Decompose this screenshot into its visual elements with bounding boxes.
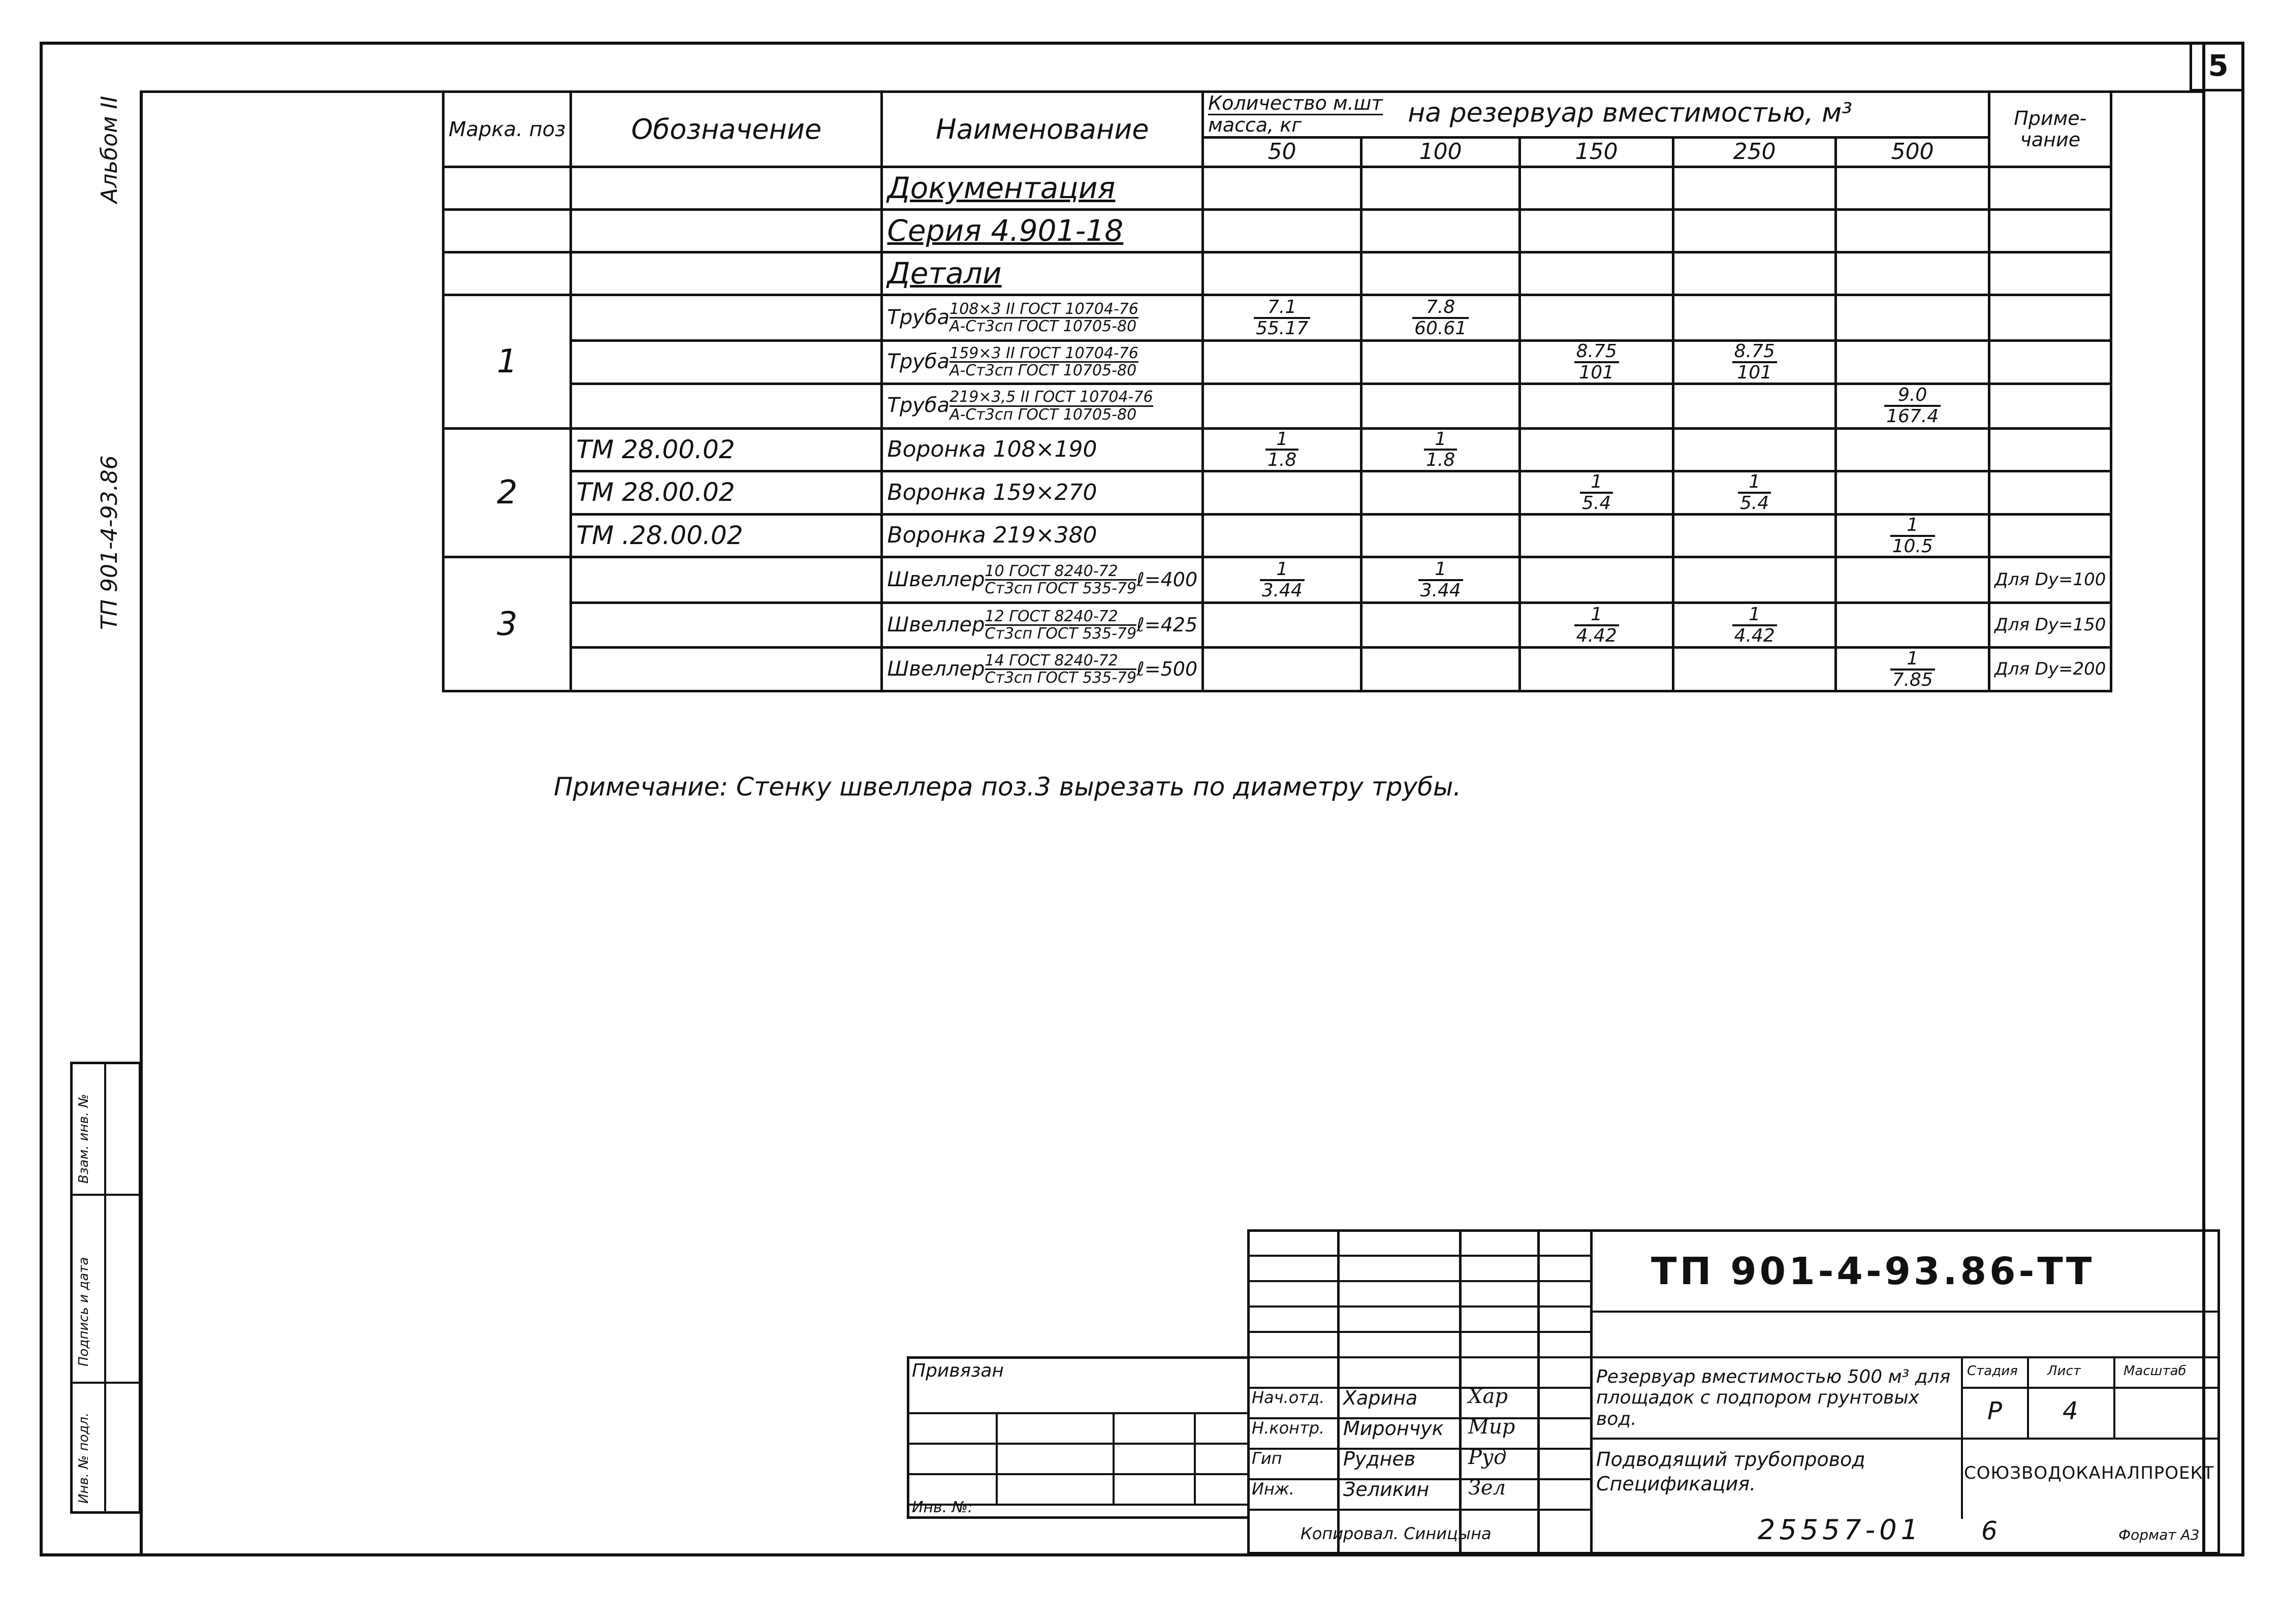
name-label: Труба xyxy=(887,349,950,373)
bb-h3 xyxy=(907,1473,1250,1475)
quantity-mass: 101 xyxy=(1737,362,1772,383)
quantity-mass: 55.17 xyxy=(1256,317,1309,339)
person-name: Руднев xyxy=(1343,1448,1416,1470)
spec-top: 108×3 II ГОСТ 10704-76 xyxy=(949,300,1138,318)
name-cell xyxy=(882,648,1203,691)
quantity-cell xyxy=(1673,648,1836,691)
side-stamp-divider xyxy=(104,1062,106,1514)
quantity-cell xyxy=(1520,557,1673,603)
name-label: Швеллер xyxy=(887,567,985,591)
name-label: Швеллер xyxy=(887,657,985,681)
quantity-cell xyxy=(1520,648,1673,691)
name-cell xyxy=(882,295,1203,341)
quantity-count: 1 xyxy=(1890,649,1935,671)
quantity-cell xyxy=(1836,557,1989,603)
quantity-fraction xyxy=(1265,430,1298,470)
bb-v2 xyxy=(1113,1412,1115,1504)
bb-h2 xyxy=(907,1443,1250,1445)
length-label: ℓ=500 xyxy=(1136,657,1198,680)
inv-label: Инв. №: xyxy=(912,1499,973,1516)
tb-r-h3 xyxy=(1590,1438,2220,1440)
quantity-cell xyxy=(1836,514,1989,557)
spec-bottom: Ст3сп ГОСТ 535-79 xyxy=(985,625,1137,643)
quantity-cell xyxy=(1361,428,1520,471)
name-spec xyxy=(949,301,1138,335)
person-signature: Мир xyxy=(1468,1415,1515,1439)
name-spec xyxy=(985,563,1137,597)
quantity-cell xyxy=(1836,384,1989,428)
quantity-fraction xyxy=(1574,342,1619,383)
header-mark: Марка. поз xyxy=(443,92,571,167)
name-label: Воронка 108×190 xyxy=(887,436,1097,463)
quantity-cell xyxy=(1836,648,1989,691)
quantity-cell xyxy=(1673,295,1836,341)
table-row xyxy=(443,428,2111,471)
quantity-mass: 101 xyxy=(1579,362,1614,383)
spec-top: 159×3 II ГОСТ 10704-76 xyxy=(949,344,1138,362)
designation-cell: ТМ 28.00.02 xyxy=(571,471,882,515)
quantity-cell xyxy=(1836,603,1989,648)
quantity-fraction xyxy=(1732,605,1777,646)
designation-cell xyxy=(571,295,882,341)
quantity-cell xyxy=(1203,384,1361,428)
position-cell: 1 xyxy=(443,295,571,429)
quantity-fraction xyxy=(1418,560,1463,600)
table-row xyxy=(443,603,2111,648)
designation-cell xyxy=(571,557,882,603)
stage-value: Р xyxy=(1987,1397,2002,1425)
name-label: Воронка 159×270 xyxy=(887,479,1097,505)
quantity-cell xyxy=(1361,341,1520,384)
table-row xyxy=(443,341,2111,384)
page-number: 6 xyxy=(1981,1516,1998,1546)
spec-bottom: А-Ст3сп ГОСТ 10705-80 xyxy=(949,317,1137,335)
quantity-cell xyxy=(1520,603,1673,648)
document-code: ТП 901-4-93.86-ТТ xyxy=(1651,1250,2095,1293)
quantity-mass: 167.4 xyxy=(1886,406,1939,427)
tb-r-h1 xyxy=(1590,1311,2220,1313)
bb-v1 xyxy=(996,1412,998,1504)
name-spec xyxy=(985,609,1137,642)
length-label: ℓ=400 xyxy=(1136,568,1198,591)
length-label: ℓ=425 xyxy=(1136,613,1198,636)
quantity-count: 1 xyxy=(1424,430,1457,451)
sheet-value: 4 xyxy=(2063,1397,2078,1425)
tb-r-v1 xyxy=(1961,1356,1963,1519)
quantity-count: 1 xyxy=(1738,472,1771,494)
table-row xyxy=(443,384,2111,428)
quantity-cell xyxy=(1203,648,1361,691)
description-1: Резервуар вместимостью 500 м³ для площадок с подпором грунтовых вод. xyxy=(1596,1366,1951,1429)
quantity-count: 9.0 xyxy=(1884,386,1941,407)
quantity-count: 1 xyxy=(1890,516,1935,537)
scale-header: Масштаб xyxy=(2123,1363,2186,1379)
quantity-fraction xyxy=(1732,342,1777,383)
stamp-sign: Подпись и дата xyxy=(76,1257,91,1366)
album-label: Альбом II xyxy=(97,95,122,203)
quantity-cell xyxy=(1673,341,1836,384)
quantity-mass: 60.61 xyxy=(1414,317,1467,339)
quantity-fraction xyxy=(1424,430,1457,470)
tb-h8 xyxy=(1247,1448,1590,1450)
quantity-mass: 4.42 xyxy=(1576,625,1617,646)
note-cell xyxy=(1989,428,2111,471)
quantity-cell xyxy=(1361,295,1520,341)
quantity-fraction xyxy=(1412,298,1469,338)
quantity-cell xyxy=(1673,471,1836,515)
stamp-inv: Инв. № подл. xyxy=(76,1412,91,1504)
quantity-fraction xyxy=(1884,386,1941,426)
name-cell xyxy=(882,384,1203,428)
note-cell xyxy=(1989,384,2111,428)
spec-top: 219×3,5 II ГОСТ 10704-76 xyxy=(949,388,1153,406)
quantity-cell xyxy=(1673,384,1836,428)
table-row xyxy=(443,648,2111,691)
tb-r-v2 xyxy=(2027,1356,2029,1438)
name-label: Швеллер xyxy=(887,613,985,636)
quantity-mass: 1.8 xyxy=(1267,450,1297,471)
person-role: Н.контр. xyxy=(1252,1418,1325,1438)
name-label: Труба xyxy=(887,305,950,329)
quantity-cell xyxy=(1520,471,1673,515)
spec-body xyxy=(443,295,2111,691)
archive-number: 25557-01 xyxy=(1758,1514,1922,1546)
designation-cell xyxy=(571,384,882,428)
section-row xyxy=(443,167,2111,210)
quantity-fraction xyxy=(1580,472,1613,513)
name-label: Воронка 219×380 xyxy=(887,522,1097,549)
quantity-cell xyxy=(1203,295,1361,341)
quantity-cell xyxy=(1203,514,1361,557)
volume-150: 150 xyxy=(1520,138,1673,167)
person-role: Нач.отд. xyxy=(1252,1388,1325,1407)
quantity-count: 7.8 xyxy=(1412,298,1469,319)
quantity-cell xyxy=(1836,341,1989,384)
quantity-mass: 7.85 xyxy=(1892,669,1933,690)
quantity-cell xyxy=(1203,557,1361,603)
quantity-count: 8.75 xyxy=(1732,342,1777,363)
quantity-count: 1 xyxy=(1265,430,1298,451)
quantity-count: 1 xyxy=(1260,560,1305,581)
quantity-fraction xyxy=(1574,605,1619,646)
quantity-cell xyxy=(1203,428,1361,471)
quantity-cell xyxy=(1520,384,1673,428)
header-name: Наименование xyxy=(882,92,1203,167)
volume-250: 250 xyxy=(1673,138,1836,167)
note-cell: Для Dу=100 xyxy=(1989,557,2111,603)
quantity-count: 1 xyxy=(1580,472,1613,494)
quantity-cell xyxy=(1203,341,1361,384)
volume-50: 50 xyxy=(1203,138,1361,167)
tb-h10 xyxy=(1247,1509,1590,1511)
name-spec xyxy=(949,345,1138,379)
name-label: Труба xyxy=(887,394,950,418)
note-cell xyxy=(1989,295,2111,341)
name-cell xyxy=(882,428,1203,471)
table-row xyxy=(443,514,2111,557)
note-cell xyxy=(1989,341,2111,384)
tb-r-h2 xyxy=(1590,1356,2220,1358)
designation-cell xyxy=(571,341,882,384)
section-row xyxy=(443,252,2111,295)
quantity-cell xyxy=(1361,648,1520,691)
quantity-cell xyxy=(1836,428,1989,471)
quantity-cell xyxy=(1673,603,1836,648)
section-row xyxy=(443,210,2111,252)
name-cell xyxy=(882,471,1203,515)
sheet-number: 5 xyxy=(2208,48,2229,83)
quantity-cell xyxy=(1361,471,1520,515)
name-spec xyxy=(985,653,1137,686)
name-spec xyxy=(949,389,1153,423)
spec-top: 12 ГОСТ 8240-72 xyxy=(985,609,1137,626)
quantity-cell xyxy=(1203,471,1361,515)
designation-cell xyxy=(571,603,882,648)
position-cell: 3 xyxy=(443,557,571,691)
spec-bottom: Ст3сп ГОСТ 535-79 xyxy=(985,669,1137,687)
quantity-mass: 4.42 xyxy=(1734,625,1775,646)
section-series: Серия 4.901-18 xyxy=(882,210,1203,252)
section-documentation: Документация xyxy=(882,167,1203,210)
quantity-count: 8.75 xyxy=(1574,342,1619,363)
bound-label: Привязан xyxy=(912,1360,1004,1381)
spec-top: 14 ГОСТ 8240-72 xyxy=(985,653,1137,671)
stamp-replace: Взам. инв. № xyxy=(76,1094,91,1184)
quantity-count: 1 xyxy=(1732,605,1777,626)
quantity-mass: 5.4 xyxy=(1740,492,1769,514)
person-signature: Хар xyxy=(1468,1385,1508,1408)
tb-h3 xyxy=(1247,1305,1590,1308)
person-signature: Зел xyxy=(1468,1476,1506,1500)
header-designation: Обозначение xyxy=(571,92,882,167)
volume-500: 500 xyxy=(1836,138,1989,167)
quantity-cell xyxy=(1673,557,1836,603)
tb-h1 xyxy=(1247,1255,1590,1257)
designation-cell xyxy=(571,648,882,691)
quantity-mass: 10.5 xyxy=(1892,535,1933,557)
note-cell xyxy=(1989,471,2111,515)
quantity-mass: 3.44 xyxy=(1420,580,1461,601)
quantity-cell xyxy=(1361,603,1520,648)
quantity-fraction xyxy=(1260,560,1305,600)
name-cell xyxy=(882,603,1203,648)
note-cell: Для Dу=200 xyxy=(1989,648,2111,691)
spec-bottom: Ст3сп ГОСТ 535-79 xyxy=(985,580,1137,598)
tb-vert-1 xyxy=(1590,1229,1593,1554)
person-name: Харина xyxy=(1343,1387,1418,1409)
description-2: Подводящий трубопровод Спецификация. xyxy=(1596,1448,1865,1495)
quantity-cell xyxy=(1673,428,1836,471)
person-name: Мирончук xyxy=(1343,1417,1444,1440)
table-row xyxy=(443,557,2111,603)
format-label: Формат А3 xyxy=(2118,1526,2200,1543)
spec-bottom: А-Ст3сп ГОСТ 10705-80 xyxy=(949,405,1137,424)
quantity-cell xyxy=(1520,295,1673,341)
section-details: Детали xyxy=(882,252,1203,295)
tb-vert-2 xyxy=(1337,1229,1340,1554)
quantity-cell xyxy=(1836,295,1989,341)
quantity-fraction xyxy=(1890,649,1935,690)
designation-cell: ТМ .28.00.02 xyxy=(571,514,882,557)
designation-cell: ТМ 28.00.02 xyxy=(571,428,882,471)
organization: СОЮЗВОДОКАНАЛПРОЕКТ xyxy=(1964,1463,2214,1483)
quantity-mass: 3.44 xyxy=(1261,580,1303,601)
name-cell xyxy=(882,514,1203,557)
person-name: Зеликин xyxy=(1343,1478,1430,1501)
position-cell: 2 xyxy=(443,428,571,557)
side-code: ТП 901-4-93.86 xyxy=(97,455,122,630)
spec-bottom: А-Ст3сп ГОСТ 10705-80 xyxy=(949,362,1137,380)
tb-vert-3 xyxy=(1459,1229,1462,1554)
tb-h2 xyxy=(1247,1280,1590,1282)
sheet-header: Лист xyxy=(2047,1363,2081,1379)
spec-top: 10 ГОСТ 8240-72 xyxy=(985,563,1137,581)
sheet-number-box xyxy=(2190,42,2244,91)
name-cell xyxy=(882,341,1203,384)
name-cell xyxy=(882,557,1203,603)
tb-h4 xyxy=(1247,1331,1590,1333)
quantity-cell xyxy=(1361,514,1520,557)
quantity-cell xyxy=(1203,603,1361,648)
quantity-cell xyxy=(1836,471,1989,515)
person-role: Гип xyxy=(1252,1449,1282,1468)
quantity-cell xyxy=(1361,384,1520,428)
side-stamp-sep1 xyxy=(70,1194,141,1196)
quantity-cell xyxy=(1673,514,1836,557)
note-cell: Для Dу=150 xyxy=(1989,603,2111,648)
remark: Примечание: Стенку швеллера поз.3 вырезать по диаметру трубы. xyxy=(554,772,1462,802)
stage-header: Стадия xyxy=(1967,1363,2018,1379)
quantity-count: 1 xyxy=(1418,560,1463,581)
tb-vert-4 xyxy=(1537,1229,1540,1554)
quantity-cell xyxy=(1520,514,1673,557)
person-role: Инж. xyxy=(1252,1479,1294,1499)
quantity-mass: 5.4 xyxy=(1582,492,1611,514)
copied-by: Копировал. Синицына xyxy=(1301,1524,1492,1543)
side-stamp-sep2 xyxy=(70,1382,141,1384)
quantity-cell xyxy=(1520,428,1673,471)
table-row xyxy=(443,471,2111,515)
quantity-fraction xyxy=(1254,298,1310,338)
tb-r-v3 xyxy=(2113,1356,2115,1438)
tb-h5 xyxy=(1247,1356,1590,1358)
header-quantity: Количество м.шт масса, кг на резервуар вместимостью, м³ xyxy=(1203,92,1989,138)
note-cell xyxy=(1989,514,2111,557)
quantity-fraction xyxy=(1738,472,1771,513)
specification-table xyxy=(442,90,2112,692)
quantity-mass: 1.8 xyxy=(1426,450,1455,471)
table-row xyxy=(443,295,2111,341)
person-signature: Руд xyxy=(1468,1446,1507,1469)
header-reservoir: на резервуар вместимостью, м³ xyxy=(1408,98,1853,129)
quantity-count: 1 xyxy=(1574,605,1619,626)
volume-100: 100 xyxy=(1361,138,1520,167)
tb-r-h4 xyxy=(1961,1387,2220,1389)
quantity-count: 7.1 xyxy=(1254,298,1310,319)
quantity-fraction xyxy=(1890,516,1935,556)
quantity-cell xyxy=(1520,341,1673,384)
bb-v3 xyxy=(1194,1412,1196,1504)
quantity-cell xyxy=(1361,557,1520,603)
header-note: Приме- чание xyxy=(1989,92,2111,167)
bb-h1 xyxy=(907,1412,1250,1414)
